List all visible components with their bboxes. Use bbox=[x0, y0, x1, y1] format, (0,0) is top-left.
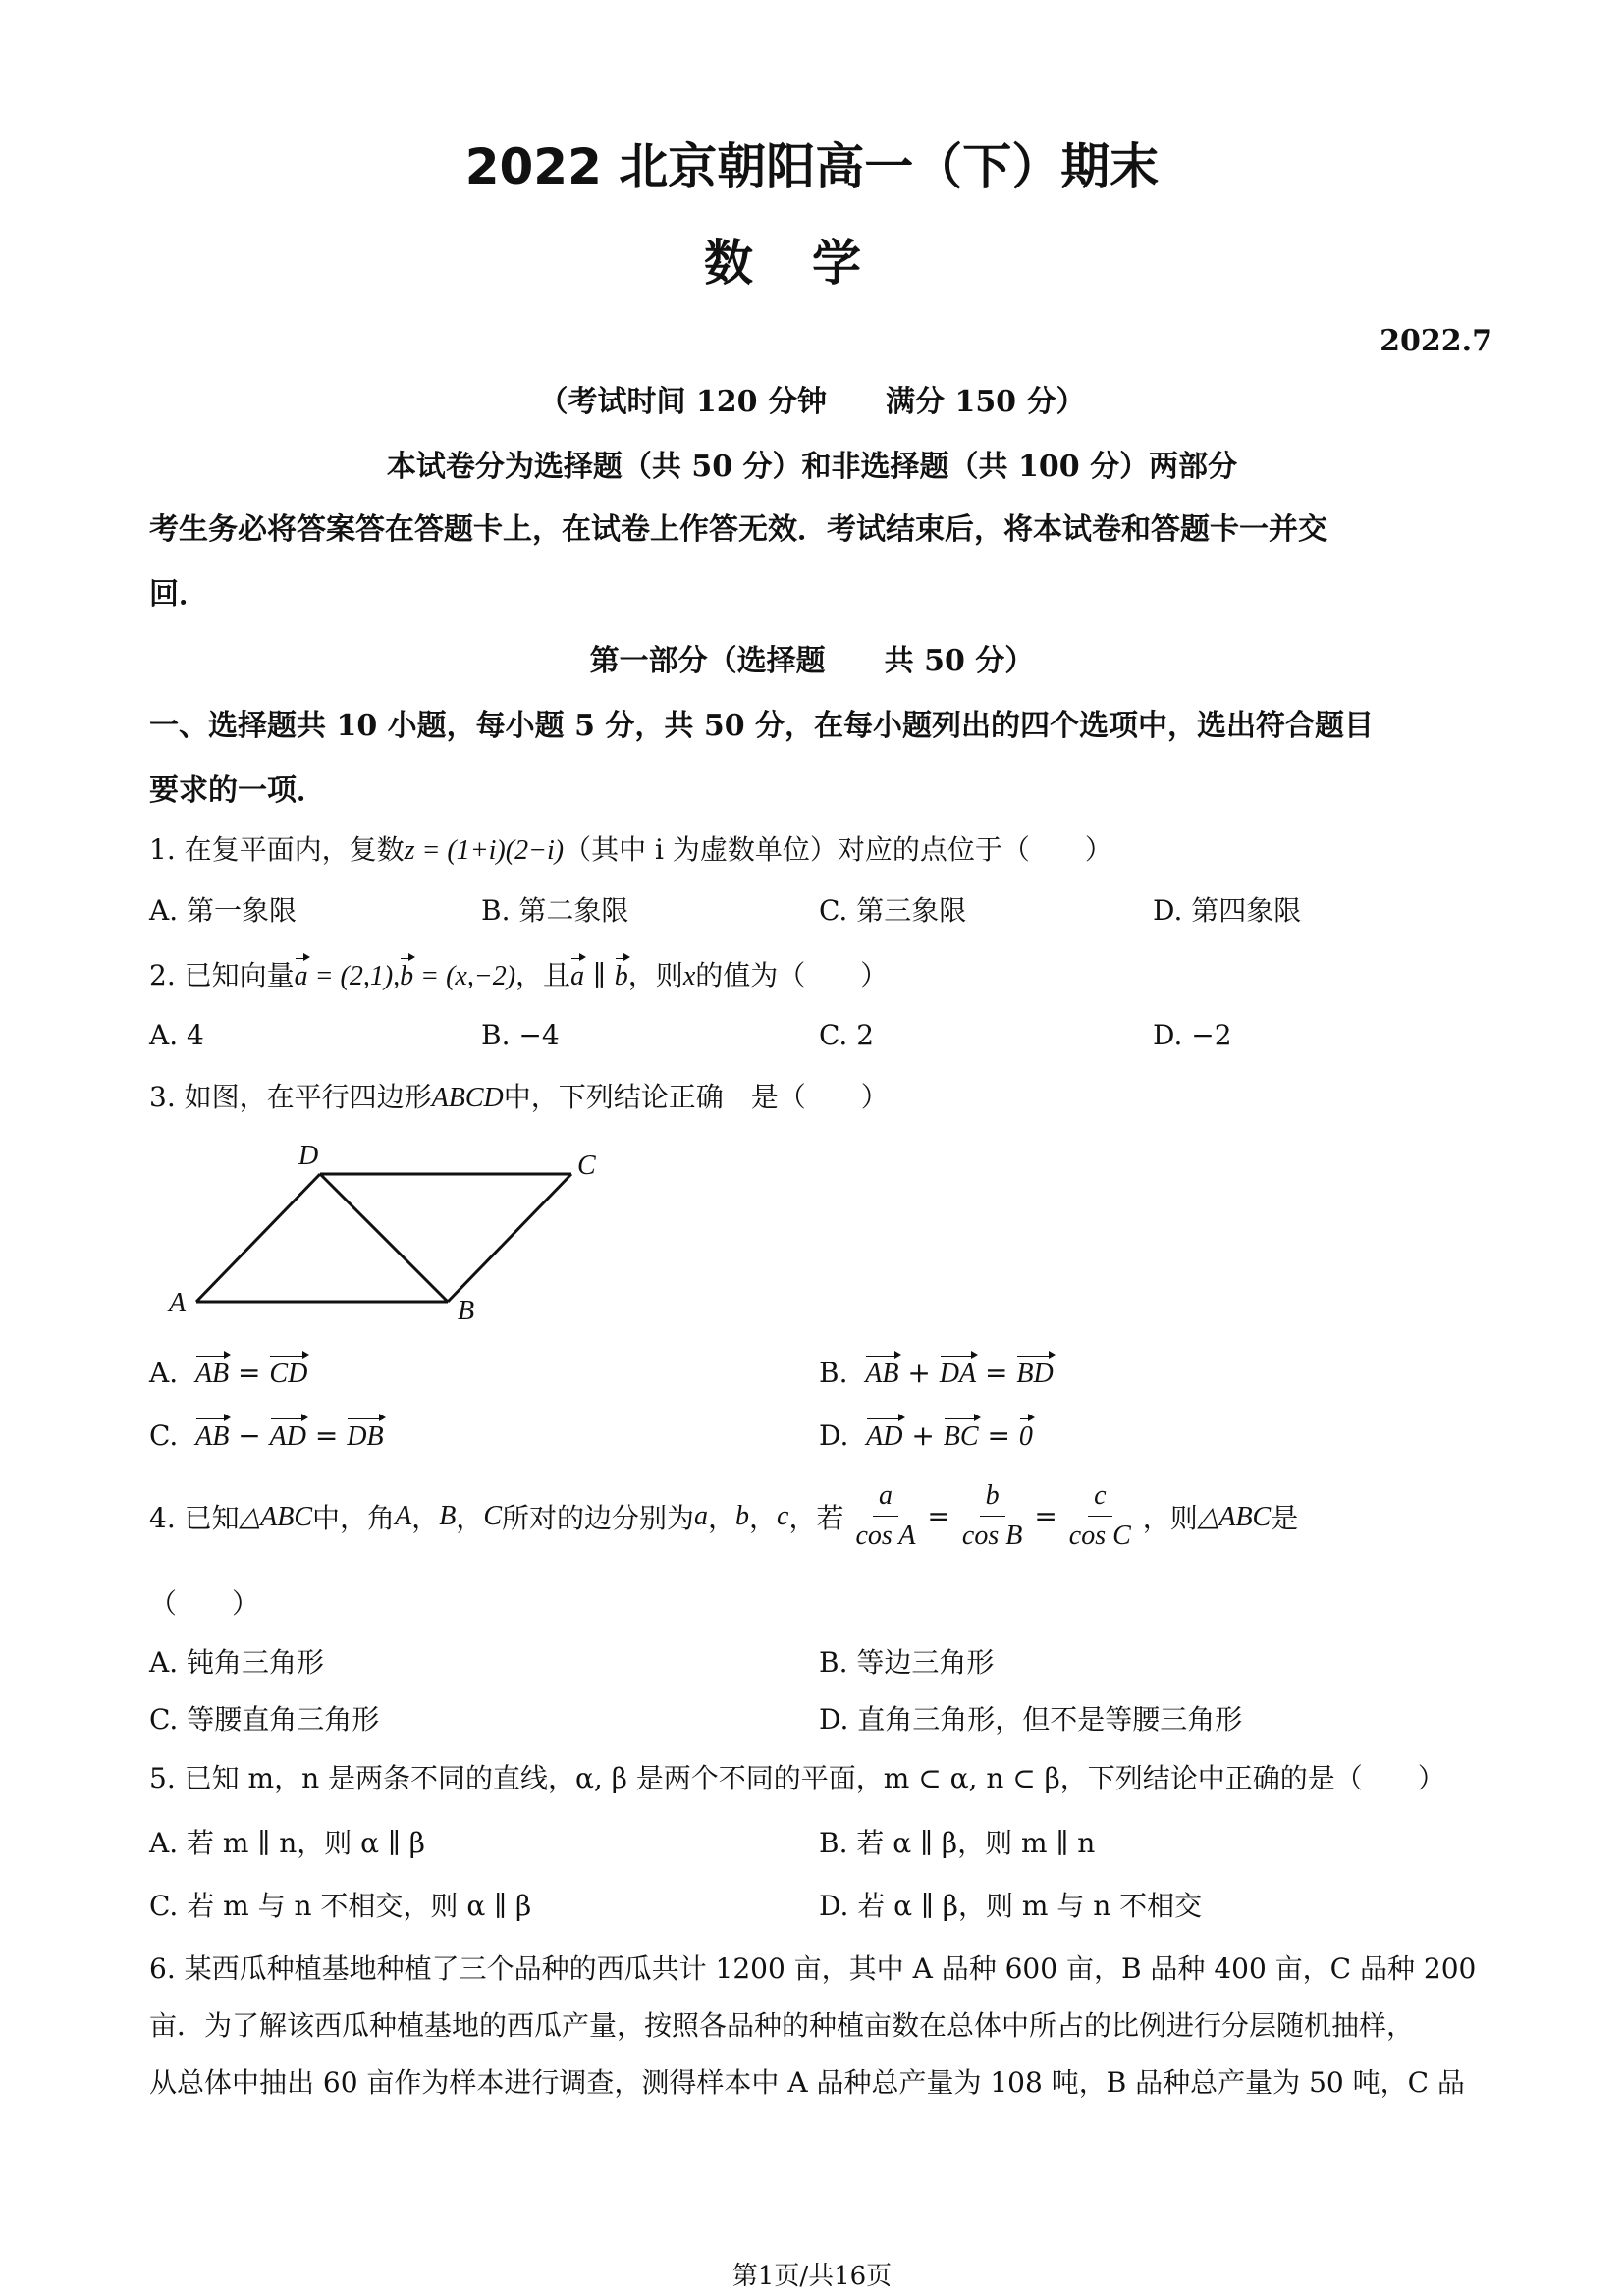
q3-option-a: A. AB = CD bbox=[149, 1357, 308, 1389]
part1-heading: 第一部分（选择题 共 50 分） bbox=[589, 644, 1035, 678]
q1-option-d: D. 第四象限 bbox=[1153, 894, 1302, 927]
q4-answer-paren: （ ） bbox=[149, 1587, 260, 1620]
question-6-line-2: 亩．为了解该西瓜种植基地的西瓜产量，按照各品种的种植亩数在总体中所占的比例进行分层随机抽样， bbox=[149, 2009, 1415, 2042]
q3-option-d: D. AD + BC = 0 bbox=[819, 1419, 1033, 1452]
q2-option-a: A. 4 bbox=[149, 1019, 204, 1051]
parallelogram-figure bbox=[157, 1139, 619, 1325]
q2-option-d: D. −2 bbox=[1153, 1019, 1232, 1051]
diagonal-db bbox=[320, 1174, 448, 1302]
exam-title: 2022 北京朝阳高一（下）期末 bbox=[464, 138, 1160, 195]
exam-date: 2022.7 bbox=[1380, 324, 1492, 358]
subject-title: 数学 bbox=[704, 235, 920, 292]
label-d: D bbox=[298, 1141, 319, 1171]
page-number: 第1页/共16页 bbox=[731, 2262, 893, 2291]
fraction-c-over-cosC: $\frac{c}{\text{cos C}}$ bbox=[1068, 1480, 1131, 1551]
fraction-a-over-cosA: $\frac{a}{\text{cos A}}$ bbox=[855, 1480, 916, 1551]
q5-option-c: C. 若 m 与 n 不相交，则 α ∥ β bbox=[149, 1890, 532, 1922]
q3-option-c: C. AB − AD = DB bbox=[149, 1419, 384, 1452]
question-4-stem: 4. 已知 △ABC 中，角 A ， B ， C 所对的边分别为 a ， b ， c ，若 $\frac{a}{\text{cos A}}$ = $\frac{b}{\text{cos B}}$ = $\frac{c}{\text{cos C}}$ ，则 △ABC 是 bbox=[149, 1480, 1299, 1551]
label-a: A bbox=[169, 1288, 187, 1318]
label-c: C bbox=[577, 1150, 596, 1181]
question-6-line-3: 从总体中抽出 60 亩作为样本进行调查，测得样本中 A 品种总产量为 108 吨，B 品种总产量为 50 吨，C 品 bbox=[149, 2066, 1465, 2099]
question-1-stem: 1. 在复平面内，复数z = (1+i)(2−i)（其中 i 为虚数单位）对应的点位于（ ） bbox=[149, 833, 1112, 866]
q4-option-c: C. 等腰直角三角形 bbox=[149, 1703, 380, 1735]
q2-option-b: B. −4 bbox=[481, 1019, 560, 1051]
q4-option-a: A. 钝角三角形 bbox=[149, 1646, 325, 1679]
q1-option-b: B. 第二象限 bbox=[481, 894, 629, 927]
q4-option-d: D. 直角三角形，但不是等腰三角形 bbox=[819, 1703, 1243, 1735]
q5-option-a: A. 若 m ∥ n，则 α ∥ β bbox=[149, 1827, 425, 1859]
question-3-stem: 3. 如图，在平行四边形ABCD中，下列结论正确 是（ ） bbox=[149, 1081, 889, 1113]
instructions-line-2: 回． bbox=[149, 577, 208, 612]
edge-da bbox=[196, 1174, 320, 1302]
composition-note: 本试卷分为选择题（共 50 分）和非选择题（共 100 分）两部分 bbox=[386, 450, 1238, 484]
section-instructions-line-1: 一、选择题共 10 小题，每小题 5 分，共 50 分，在每小题列出的四个选项中，选出符合题目 bbox=[149, 709, 1375, 743]
exam-info: （考试时间 120 分钟 满分 150 分） bbox=[538, 385, 1086, 419]
q4-option-b: B. 等边三角形 bbox=[819, 1646, 995, 1679]
instructions-line-1: 考生务必将答案答在答题卡上，在试卷上作答无效．考试结束后，将本试卷和答题卡一并交 bbox=[149, 512, 1327, 547]
fraction-b-over-cosB: $\frac{b}{\text{cos B}}$ bbox=[961, 1480, 1023, 1551]
edge-bc bbox=[448, 1174, 571, 1302]
q1-option-c: C. 第三象限 bbox=[819, 894, 967, 927]
q2-option-c: C. 2 bbox=[819, 1019, 875, 1051]
q3-option-b: B. AB + DA = BD bbox=[819, 1357, 1054, 1389]
question-5-stem: 5. 已知 m，n 是两条不同的直线，α, β 是两个不同的平面，m ⊂ α, n ⊂ β，下列结论中正确的是（ ） bbox=[149, 1762, 1445, 1794]
question-2-stem: 2. 已知向量a = (2,1),b = (x,−2)，且a ∥ b，则x的值为（ ） bbox=[149, 959, 889, 991]
q5-option-d: D. 若 α ∥ β，则 m 与 n 不相交 bbox=[819, 1890, 1203, 1922]
section-instructions-line-2: 要求的一项． bbox=[149, 774, 326, 808]
q1-formula: z = (1+i)(2−i) bbox=[404, 835, 565, 866]
q1-option-a: A. 第一象限 bbox=[149, 894, 298, 927]
q5-option-b: B. 若 α ∥ β，则 m ∥ n bbox=[819, 1827, 1096, 1859]
question-6-line-1: 6. 某西瓜种植基地种植了三个品种的西瓜共计 1200 亩，其中 A 品种 600 亩，B 品种 400 亩，C 品种 200 bbox=[149, 1952, 1477, 1985]
label-b: B bbox=[458, 1296, 475, 1325]
